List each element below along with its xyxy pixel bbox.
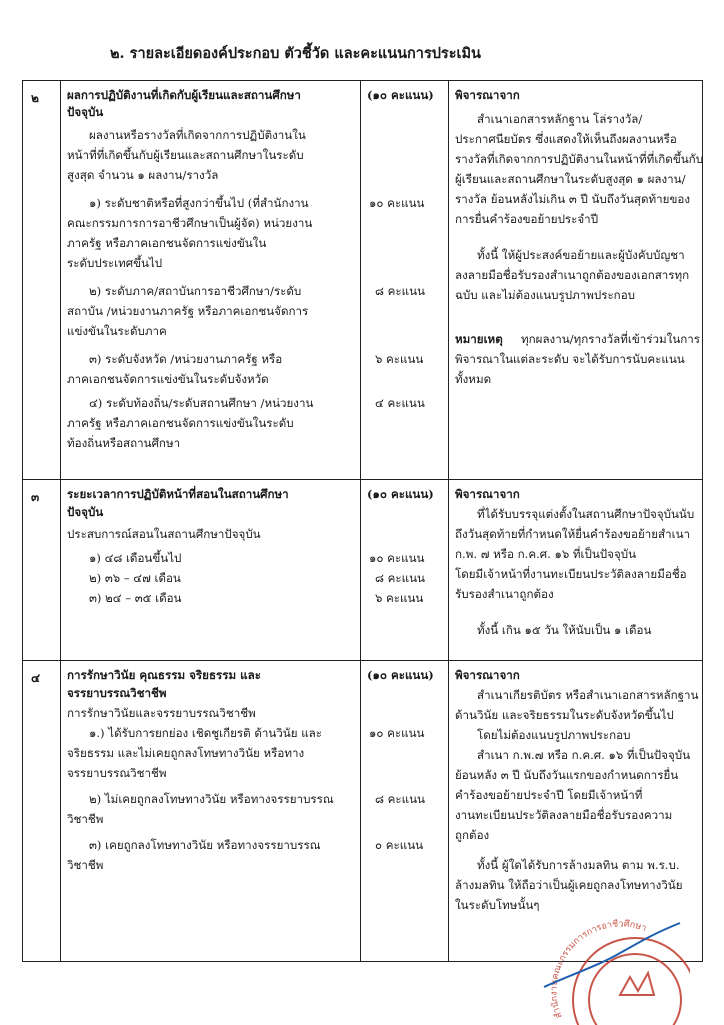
- criteria-item: ๓) ๒๔ – ๓๕ เดือน: [89, 591, 182, 605]
- criteria-item: ๒) ไม่เคยถูกลงโทษทางวินัย หรือทางจรรยาบรรณ: [89, 792, 334, 806]
- consideration-line: ประกาศนียบัตร ซึ่งแสดงให้เห็นถึงผลงานหรือ: [455, 132, 677, 146]
- total-score: (๑๐ คะแนน): [367, 88, 434, 102]
- page-heading: ๒. รายละเอียดองค์ประกอบ ตัวชี้วัด และคะแนนการประเมิน: [110, 45, 481, 62]
- consideration-line: สำเนาเกียรติบัตร หรือสำเนาเอกสารหลักฐาน: [477, 688, 699, 702]
- consideration-line: ถึงวันสุดท้ายที่กำหนดให้ยื่นคำร้องขอย้ายสำเนา: [455, 527, 691, 541]
- remark-line: พิจารณาในแต่ละระดับ จะได้รับการนับคะแนน: [455, 352, 685, 366]
- criteria-intro: หน้าที่ที่เกิดขึ้นกับผู้เรียนและสถานศึกษาในระดับ: [67, 148, 304, 162]
- criteria-item: ภาครัฐ หรือภาคเอกชนจัดการแข่งขันในระดับ: [67, 416, 294, 430]
- criteria-title: การรักษาวินัย คุณธรรม จริยธรรม และ: [67, 668, 261, 682]
- criteria-title: ระยะเวลาการปฏิบัติหน้าที่สอนในสถานศึกษา: [67, 487, 289, 501]
- item-score: ๘ คะแนน: [375, 571, 425, 585]
- item-score: ๑๐ คะแนน: [369, 196, 425, 210]
- consideration-line: โดยมีเจ้าหน้าที่งานทะเบียนประวัติลงลายมือชื่อ: [455, 567, 687, 581]
- criteria-item: ๓) ระดับจังหวัด /หน่วยงานภาครัฐ หรือ: [89, 352, 283, 366]
- score-cell: [361, 661, 449, 962]
- remark-label: หมายเหตุ: [455, 332, 503, 346]
- consideration-line: ที่ได้รับบรรจุแต่งตั้งในสถานศึกษาปัจจุบันนับ: [477, 507, 695, 521]
- consideration-line: ถูกต้อง: [455, 828, 490, 842]
- criteria-intro: ประสบการณ์สอนในสถานศึกษาปัจจุบัน: [67, 527, 261, 541]
- item-score: ๑๐ คะแนน: [369, 726, 425, 740]
- criteria-item: ภาครัฐ หรือภาคเอกชนจัดการแข่งขันใน: [67, 236, 267, 250]
- svg-text:สำนักงานคณะกรรมการการอาชีวศึกษ: [549, 919, 647, 1020]
- criteria-item: ๑) ระดับชาติหรือที่สูงกว่าขึ้นไป (ที่สำนักงาน: [89, 196, 309, 210]
- consideration-line: โดยไม่ต้องแนบรูปภาพประกอบ: [477, 728, 631, 742]
- item-score: ๘ คะแนน: [375, 792, 425, 806]
- consideration-line: ทั้งนี้ ให้ผู้ประสงค์ขอย้ายและผู้บังคับบัญชา: [477, 248, 685, 262]
- item-score: ๔ คะแนน: [375, 396, 425, 410]
- consideration-line: ฉบับ และไม่ต้องแนบรูปภาพประกอบ: [455, 288, 636, 302]
- garuda-emblem: [620, 973, 654, 995]
- row-number-cell: [23, 480, 61, 661]
- consideration-line: รางวัลที่เกิดจากการปฏิบัติงานในหน้าที่ที่เกิดขึ้นกับ: [455, 152, 704, 166]
- row-number: ๔: [31, 671, 41, 685]
- consideration-line: ผู้เรียนและสถานศึกษาในระดับสูงสุด ๑ ผลงาน/: [455, 172, 686, 186]
- row-number-cell: [23, 661, 61, 962]
- criteria-item: คณะกรรมการการอาชีวศึกษาเป็นผู้จัด) หน่วยงาน: [67, 216, 313, 230]
- criteria-item: ท้องถิ่นหรือสถานศึกษา: [67, 436, 181, 450]
- consideration-line: รับรองสำเนาถูกต้อง: [455, 587, 554, 601]
- consideration-line: งานทะเบียนประวัติลงลายมือชื่อรับรองความ: [455, 808, 673, 822]
- criteria-item: สถาบัน /หน่วยงานภาครัฐ หรือภาคเอกชนจัดการ: [67, 304, 309, 318]
- criteria-item: ๓) เคยถูกลงโทษทางวินัย หรือทางจรรยาบรรณ: [89, 838, 321, 852]
- consideration-cell: [449, 81, 703, 480]
- criteria-item: แข่งขันในระดับภาค: [67, 324, 167, 338]
- consideration-title: พิจารณาจาก: [455, 88, 520, 102]
- criteria-cell: [61, 480, 361, 661]
- row-number-cell: [23, 81, 61, 480]
- official-stamp: [540, 905, 690, 1025]
- criteria-cell: [61, 661, 361, 962]
- criteria-intro: ผลงานหรือรางวัลที่เกิดจากการปฏิบัติงานใน: [89, 128, 306, 142]
- consideration-line: ลงลายมือชื่อรับรองสำเนาถูกต้องของเอกสารทุก: [455, 268, 690, 282]
- criteria-item: ภาคเอกชนจัดการแข่งขันในระดับจังหวัด: [67, 372, 269, 386]
- criteria-item: วิชาชีพ: [67, 812, 104, 826]
- stamp-text: สำนักงานคณะกรรมการการอาชีวศึกษา: [549, 919, 648, 1020]
- item-score: ๖ คะแนน: [375, 591, 424, 605]
- consideration-line: ด้านวินัย และจริยธรรมในระดับจังหวัดขึ้นไป: [455, 708, 674, 722]
- criteria-intro: การรักษาวินัยและจรรยาบรรณวิชาชีพ: [67, 706, 256, 720]
- criteria-item: จรรยาบรรณวิชาชีพ: [67, 766, 167, 780]
- criteria-item: ๑) ๔๘ เดือนขึ้นไป: [89, 551, 182, 565]
- criteria-item: ๒) ระดับภาค/สถาบันการอาชีวศึกษา/ระดับ: [89, 284, 302, 298]
- remark-line: ทั้งหมด: [455, 372, 492, 386]
- item-score: ๖ คะแนน: [375, 352, 424, 366]
- criteria-item: ๔) ระดับท้องถิ่น/ระดับสถานศึกษา /หน่วยงาน: [89, 396, 314, 410]
- evaluation-table: [22, 80, 703, 962]
- criteria-item: ระดับประเทศขึ้นไป: [67, 256, 163, 270]
- row-number: ๒: [31, 91, 39, 105]
- consideration-line: ในระดับโทษนั้นๆ: [455, 898, 540, 912]
- criteria-item: จริยธรรม และไม่เคยถูกลงโทษทางวินัย หรือทาง: [67, 746, 305, 760]
- criteria-item: ๑.) ได้รับการยกย่อง เชิดชูเกียรติ ด้านวินัย และ: [89, 726, 323, 740]
- consideration-line: ก.พ. ๗ หรือ ก.ค.ศ. ๑๖ ที่เป็นปัจจุบัน: [455, 547, 637, 561]
- consideration-line: สำเนา ก.พ.๗ หรือ ก.ค.ศ. ๑๖ ที่เป็นปัจจุบัน: [477, 748, 691, 762]
- item-score: ๑๐ คะแนน: [369, 551, 425, 565]
- consideration-line: คำร้องขอย้ายประจำปี โดยมีเจ้าหน้าที่: [455, 788, 643, 802]
- table-row: [23, 81, 703, 480]
- consideration-line: การยื่นคำร้องขอย้ายประจำปี: [455, 212, 599, 226]
- remark-line: ทุกผลงาน/ทุกรางวัลที่เข้าร่วมในการ: [521, 332, 701, 346]
- table-row: [23, 480, 703, 661]
- consideration-line: ทั้งนี้ เกิน ๑๕ วัน ให้นับเป็น ๑ เดือน: [477, 623, 652, 637]
- score-cell: [361, 81, 449, 480]
- consideration-line: รางวัล ย้อนหลังไม่เกิน ๓ ปี นับถึงวันสุดท้ายของ: [455, 192, 691, 206]
- consideration-line: ทั้งนี้ ผู้ใดได้รับการล้างมลทิน ตาม พ.ร.บ.: [477, 858, 680, 872]
- consideration-line: ย้อนหลัง ๓ ปี นับถึงวันแรกของกำหนดการยื่น: [455, 768, 679, 782]
- consideration-title: พิจารณาจาก: [455, 668, 520, 682]
- score-cell: [361, 480, 449, 661]
- criteria-cell: [61, 81, 361, 480]
- row-number: ๓: [31, 490, 40, 504]
- stamp-inner-ring: [589, 954, 681, 1025]
- item-score: ๘ คะแนน: [375, 284, 425, 298]
- criteria-title: ปัจจุบัน: [67, 105, 104, 119]
- consideration-title: พิจารณาจาก: [455, 487, 520, 501]
- total-score: (๑๐ คะแนน): [367, 487, 434, 501]
- criteria-title: ปัจจุบัน: [67, 505, 104, 519]
- total-score: (๑๐ คะแนน): [367, 668, 434, 682]
- item-score: ๐ คะแนน: [375, 838, 424, 852]
- consideration-cell: [449, 480, 703, 661]
- criteria-title: จรรยาบรรณวิชาชีพ: [67, 686, 167, 700]
- criteria-title: ผลการปฏิบัติงานที่เกิดกับผู้เรียนและสถานศึกษา: [67, 88, 301, 102]
- consideration-line: สำเนาเอกสารหลักฐาน โล่รางวัล/: [477, 112, 643, 126]
- criteria-intro: สูงสุด จำนวน ๑ ผลงาน/รางวัล: [67, 168, 219, 182]
- criteria-item: ๒) ๓๖ – ๔๗ เดือน: [89, 571, 181, 585]
- consideration-line: ล้างมลทิน ให้ถือว่าเป็นผู้เคยถูกลงโทษทางวินัย: [455, 878, 683, 892]
- criteria-item: วิชาชีพ: [67, 858, 104, 872]
